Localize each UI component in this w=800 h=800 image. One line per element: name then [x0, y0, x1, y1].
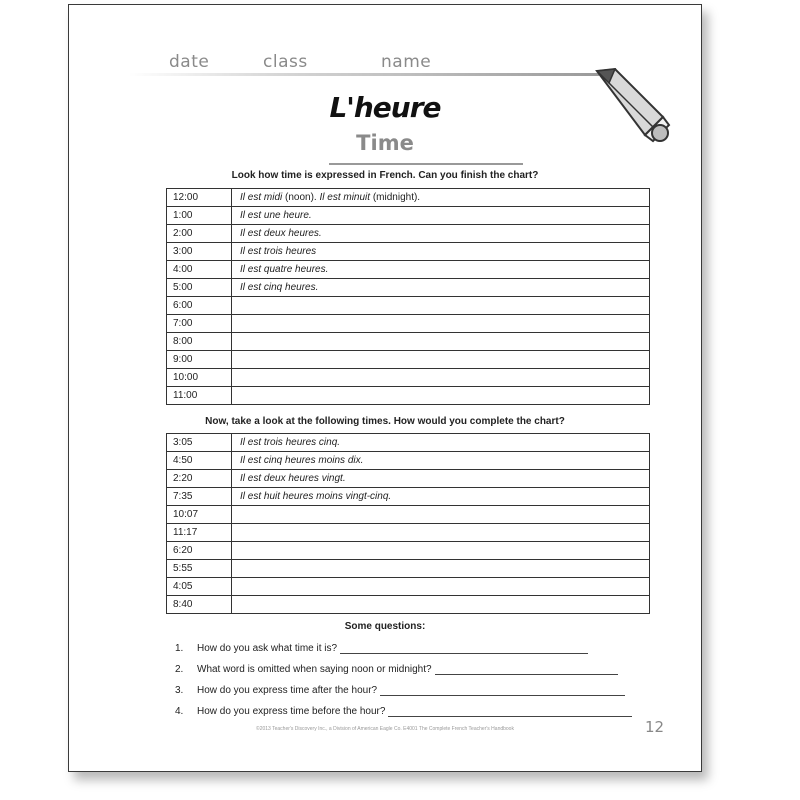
question-3	[175, 685, 625, 696]
questions-heading: Some questions:	[344, 621, 426, 632]
french-expression-cell	[232, 434, 650, 452]
french-expression-cell	[232, 261, 650, 279]
table-row	[167, 596, 650, 614]
question-number: 2.	[175, 664, 184, 675]
french-phrase: Il est trois heures	[240, 246, 317, 257]
table-row	[167, 560, 650, 578]
time-cell: 4:05	[167, 578, 232, 596]
subtitle-rule	[329, 163, 523, 165]
french-expression-cell	[232, 225, 650, 243]
table-row	[167, 189, 650, 207]
time-cell: 7:35	[167, 488, 232, 506]
table-row	[167, 578, 650, 596]
table-row	[167, 542, 650, 560]
name-label: name	[381, 52, 432, 72]
french-expression-cell	[232, 189, 650, 207]
page-subtitle: Time	[356, 131, 414, 155]
time-cell: 12:00	[167, 189, 232, 207]
french-phrase: Il est trois heures cinq.	[240, 437, 341, 448]
french-expression-cell	[232, 207, 650, 225]
question-4	[175, 706, 632, 717]
table-row	[167, 506, 650, 524]
french-phrase: Il est midi	[240, 192, 283, 203]
hours-chart	[166, 188, 650, 405]
table-row	[167, 333, 650, 351]
chart1-instruction: Look how time is expressed in French. Can you finish the chart?	[231, 170, 539, 181]
french-expression-cell[interactable]	[232, 297, 650, 315]
question-text: How do you express time after the hour?	[197, 685, 378, 696]
english-gloss: (midnight).	[370, 192, 421, 203]
time-cell: 3:05	[167, 434, 232, 452]
time-cell: 5:00	[167, 279, 232, 297]
french-expression-cell[interactable]	[232, 560, 650, 578]
french-phrase: Il est huit heures moins vingt-cinq.	[240, 491, 392, 502]
answer-blank[interactable]	[388, 707, 632, 717]
french-expression-cell[interactable]	[232, 578, 650, 596]
table-row	[167, 387, 650, 405]
table-row	[167, 369, 650, 387]
question-text: How do you express time before the hour?	[197, 706, 386, 717]
time-cell: 4:50	[167, 452, 232, 470]
answer-blank[interactable]	[435, 665, 618, 675]
french-expression-cell	[232, 488, 650, 506]
table-row	[167, 225, 650, 243]
french-phrase: Il est deux heures.	[240, 228, 322, 239]
french-phrase: Il est quatre heures.	[240, 264, 329, 275]
french-expression-cell[interactable]	[232, 596, 650, 614]
time-cell: 9:00	[167, 351, 232, 369]
time-cell: 2:20	[167, 470, 232, 488]
question-number: 3.	[175, 685, 184, 696]
question-number: 4.	[175, 706, 184, 717]
english-gloss: (noon).	[282, 192, 320, 203]
page-title: L'heure	[329, 91, 441, 124]
time-cell: 10:00	[167, 369, 232, 387]
time-cell: 11:17	[167, 524, 232, 542]
french-expression-cell[interactable]	[232, 387, 650, 405]
table-row	[167, 434, 650, 452]
time-cell: 6:00	[167, 297, 232, 315]
table-row	[167, 207, 650, 225]
table-row	[167, 315, 650, 333]
table-row	[167, 243, 650, 261]
time-cell: 6:20	[167, 542, 232, 560]
french-phrase: Il est minuit	[319, 192, 371, 203]
table-row	[167, 452, 650, 470]
time-cell: 8:40	[167, 596, 232, 614]
french-phrase: Il est cinq heures moins dix.	[240, 455, 364, 466]
french-expression-cell[interactable]	[232, 542, 650, 560]
french-expression-cell[interactable]	[232, 369, 650, 387]
french-expression-cell	[232, 243, 650, 261]
time-cell: 1:00	[167, 207, 232, 225]
copyright-footer: ©2013 Teacher's Discovery Inc., a Division of American Eagle Co. E4001 The Complete French Teacher's Handbook	[256, 726, 514, 732]
french-phrase: Il est deux heures vingt.	[240, 473, 346, 484]
table-row	[167, 261, 650, 279]
table-row	[167, 470, 650, 488]
question-number: 1.	[175, 643, 184, 654]
french-expression-cell	[232, 470, 650, 488]
french-expression-cell[interactable]	[232, 315, 650, 333]
french-expression-cell[interactable]	[232, 524, 650, 542]
french-expression-cell	[232, 279, 650, 297]
answer-blank[interactable]	[340, 644, 588, 654]
time-cell: 8:00	[167, 333, 232, 351]
table-row	[167, 279, 650, 297]
time-cell: 4:00	[167, 261, 232, 279]
time-cell: 3:00	[167, 243, 232, 261]
french-phrase: Il est une heure.	[240, 210, 312, 221]
table-row	[167, 524, 650, 542]
time-cell: 5:55	[167, 560, 232, 578]
class-label: class	[263, 52, 308, 72]
table-row	[167, 351, 650, 369]
time-cell: 2:00	[167, 225, 232, 243]
header-rule	[129, 73, 599, 76]
time-cell: 10:07	[167, 506, 232, 524]
time-cell: 7:00	[167, 315, 232, 333]
question-text: What word is omitted when saying noon or midnight?	[197, 664, 432, 675]
french-expression-cell	[232, 452, 650, 470]
minutes-chart	[166, 433, 650, 614]
question-text: How do you ask what time it is?	[197, 643, 338, 654]
french-phrase: Il est cinq heures.	[240, 282, 319, 293]
chart2-instruction: Now, take a look at the following times. How would you complete the chart?	[205, 416, 565, 427]
french-expression-cell[interactable]	[232, 351, 650, 369]
french-expression-cell[interactable]	[232, 506, 650, 524]
question-1	[175, 643, 588, 654]
table-row	[167, 488, 650, 506]
page-number: 12	[645, 718, 665, 736]
worksheet-page	[68, 4, 702, 772]
table-row	[167, 297, 650, 315]
answer-blank[interactable]	[380, 686, 625, 696]
question-2	[175, 664, 618, 675]
french-expression-cell[interactable]	[232, 333, 650, 351]
time-cell: 11:00	[167, 387, 232, 405]
date-label: date	[169, 52, 210, 72]
